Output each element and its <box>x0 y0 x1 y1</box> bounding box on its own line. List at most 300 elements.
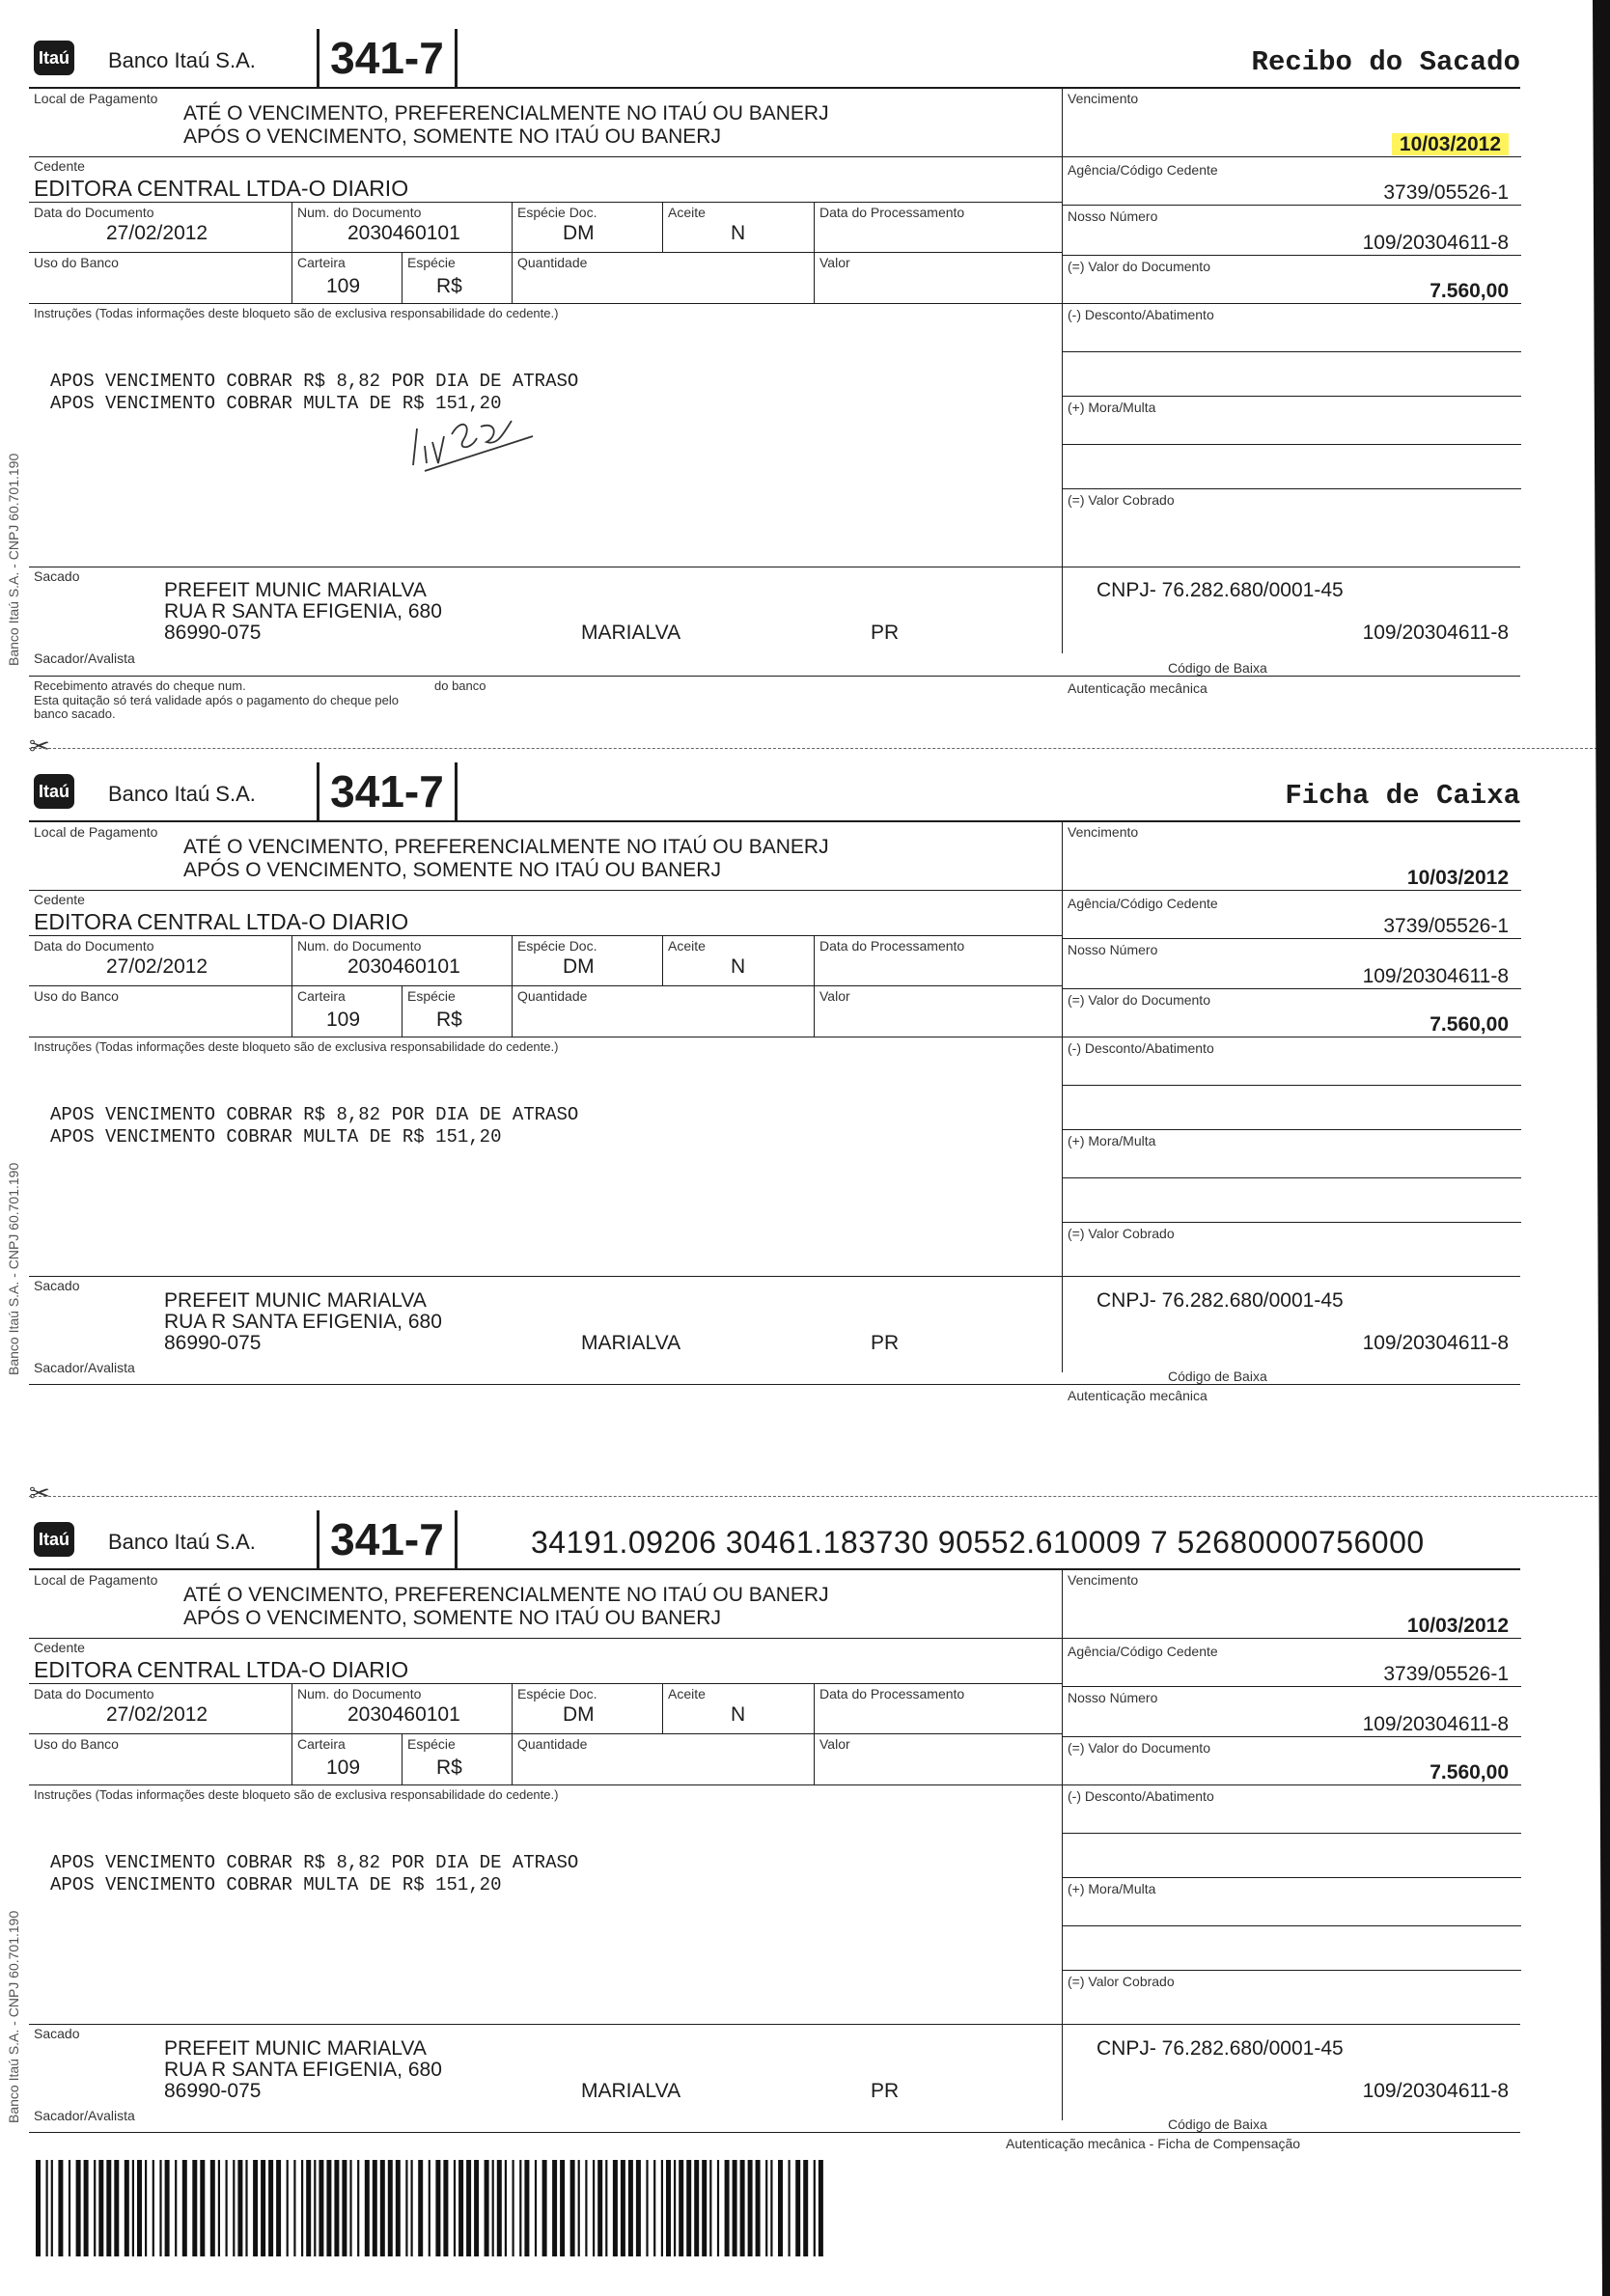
slip-header <box>29 1510 1520 1568</box>
divider <box>1063 396 1521 397</box>
instrucoes-label: Instruções (Todas informações deste bloqueto são de exclusiva responsabilidade do cedente.) <box>34 1039 559 1054</box>
especie-value: R$ <box>436 275 462 297</box>
agencia-codigo-value: 3739/05526-1 <box>1383 915 1509 937</box>
nosso-numero-value: 109/20304611-8 <box>1362 1713 1509 1735</box>
slip-title: Recibo do Sacado <box>1251 46 1520 78</box>
barcode-bar <box>380 2160 385 2256</box>
valor-label: Valor <box>819 1736 850 1752</box>
cedente-value: EDITORA CENTRAL LTDA-O DIARIO <box>34 1657 409 1682</box>
instrucoes-label: Instruções (Todas informações deste bloqueto são de exclusiva responsabilidade do cedente.) <box>34 306 559 320</box>
sacado-endereco: RUA R SANTA EFIGENIA, 680 <box>164 1311 442 1333</box>
valor-documento-label: (=) Valor do Documento <box>1068 1740 1210 1756</box>
barcode-bar <box>46 2160 48 2256</box>
sacado-uf: PR <box>871 1332 900 1354</box>
especie-doc-label: Espécie Doc. <box>517 205 597 220</box>
barcode-bar <box>789 2160 791 2256</box>
divider <box>29 676 1520 677</box>
barcode-bar <box>694 2160 699 2256</box>
slip-body <box>29 1568 1520 2157</box>
barcode-bar <box>474 2160 479 2256</box>
vencimento-label: Vencimento <box>1068 824 1139 840</box>
digitable-line: 34191.09206 30461.183730 90552.610009 7 52680000756000 <box>531 1525 1425 1560</box>
barcode-bar <box>646 2160 648 2256</box>
barcode-bar <box>679 2160 683 2256</box>
barcode-bar <box>636 2160 641 2256</box>
divider <box>1063 938 1521 939</box>
divider <box>1063 1686 1521 1687</box>
barcode-bar <box>245 2160 247 2256</box>
barcode-bar <box>674 2160 676 2256</box>
num-documento-value: 2030460101 <box>347 955 460 978</box>
barcode-bar <box>709 2160 711 2256</box>
nosso-numero-value: 109/20304611-8 <box>1362 232 1509 254</box>
codigo-baixa-label: Código de Baixa <box>1168 660 1267 676</box>
barcode-bar <box>560 2160 565 2256</box>
uso-banco-label: Uso do Banco <box>34 255 119 270</box>
bank-code: 341-7 <box>317 762 458 820</box>
barcode-bar <box>443 2160 448 2256</box>
instrucoes-label: Instruções (Todas informações deste bloqueto são de exclusiva responsabilidade do cedente.) <box>34 1787 559 1802</box>
cedente-value: EDITORA CENTRAL LTDA-O DIARIO <box>34 909 409 934</box>
bank-name: Banco Itaú S.A. <box>108 782 256 806</box>
slip-body <box>29 820 1520 1403</box>
recebimento-sacado: banco sacado. <box>34 706 116 721</box>
barcode-bar <box>666 2160 671 2256</box>
barcode-bar <box>578 2160 580 2256</box>
barcode-bar <box>621 2160 625 2256</box>
agencia-codigo-label: Agência/Código Cedente <box>1068 1644 1218 1659</box>
valor-cobrado-label: (=) Valor Cobrado <box>1068 492 1175 508</box>
barcode-bar <box>98 2160 103 2256</box>
barcode-bar <box>357 2160 359 2256</box>
barcode-bar <box>552 2160 557 2256</box>
especie-label: Espécie <box>407 255 456 270</box>
mora-multa-label: (+) Mora/Multa <box>1068 1881 1156 1896</box>
valor-documento-value: 7.560,00 <box>1430 280 1509 302</box>
barcode-bar <box>334 2160 339 2256</box>
barcode-bar <box>513 2160 514 2256</box>
divider <box>1063 1877 1521 1878</box>
barcode-bar <box>349 2160 351 2256</box>
vencimento-label: Vencimento <box>1068 1572 1139 1588</box>
desconto-label: (-) Desconto/Abatimento <box>1068 307 1214 322</box>
vencimento-label: Vencimento <box>1068 91 1139 106</box>
uso-banco-label: Uso do Banco <box>34 1736 119 1752</box>
barcode-bar <box>396 2160 401 2256</box>
cedente-label: Cedente <box>34 158 85 174</box>
divider <box>1063 1638 1521 1639</box>
scissors-icon: ✂ <box>29 732 50 761</box>
barcode-bar <box>492 2160 494 2256</box>
itau-logo-icon: Itaú <box>34 1522 74 1557</box>
divider <box>29 985 1062 986</box>
barcode-bar <box>435 2160 440 2256</box>
sacado-cnpj: CNPJ- 76.282.680/0001-45 <box>1096 2037 1344 2060</box>
desconto-label: (-) Desconto/Abatimento <box>1068 1040 1214 1056</box>
recebimento-banco: do banco <box>434 678 486 693</box>
sacado-label: Sacado <box>34 2026 80 2041</box>
barcode-bar <box>153 2160 154 2256</box>
barcode-bar <box>770 2160 772 2256</box>
divider <box>1063 890 1521 891</box>
barcode-bar <box>814 2160 816 2256</box>
mora-multa-label: (+) Mora/Multa <box>1068 1133 1156 1148</box>
agencia-codigo-label: Agência/Código Cedente <box>1068 896 1218 911</box>
barcode-bar <box>819 2160 823 2256</box>
barcode-bar <box>803 2160 808 2256</box>
especie-value: R$ <box>436 1009 462 1031</box>
barcode-bar <box>114 2160 119 2256</box>
autenticacao-label: Autenticação mecânica <box>1068 680 1208 696</box>
bank-name: Banco Itaú S.A. <box>108 48 256 72</box>
especie-label: Espécie <box>407 1736 456 1752</box>
barcode-bar <box>253 2160 258 2256</box>
aceite-value: N <box>731 1703 746 1726</box>
bank-code: 341-7 <box>317 1510 458 1568</box>
nosso-numero-label: Nosso Número <box>1068 208 1158 224</box>
data-processamento-label: Data do Processamento <box>819 938 965 954</box>
vencimento-value: 10/03/2012 <box>1406 867 1509 889</box>
barcode-bar <box>76 2160 81 2256</box>
slip-header <box>29 29 1520 87</box>
instrucao-line2: APOS VENCIMENTO COBRAR MULTA DE R$ 151,20 <box>50 1126 502 1148</box>
data-processamento-label: Data do Processamento <box>819 205 965 220</box>
barcode-bar <box>293 2160 295 2256</box>
num-documento-value: 2030460101 <box>347 222 460 244</box>
slip-header <box>29 762 1520 820</box>
sacado-cnpj: CNPJ- 76.282.680/0001-45 <box>1096 1289 1344 1312</box>
recebimento-validade: Esta quitação só terá validade após o pagamento do cheque pelo <box>34 693 399 707</box>
barcode-bar <box>519 2160 521 2256</box>
divider <box>29 2024 1520 2025</box>
barcode-bar <box>756 2160 761 2256</box>
autenticacao-compensacao-label: Autenticação mecânica - Ficha de Compensação <box>1006 2136 1301 2151</box>
barcode-bar <box>36 2160 41 2256</box>
agencia-codigo-value: 3739/05526-1 <box>1383 1663 1509 1685</box>
divider <box>662 935 663 985</box>
local-pagamento-label: Local de Pagamento <box>34 824 158 840</box>
barcode-bar <box>733 2160 737 2256</box>
barcode-bar <box>218 2160 220 2256</box>
barcode-bar <box>226 2160 228 2256</box>
barcode-bar <box>84 2160 89 2256</box>
valor-documento-value: 7.560,00 <box>1430 1013 1509 1036</box>
sacado-cnpj: CNPJ- 76.282.680/0001-45 <box>1096 579 1344 601</box>
aceite-label: Aceite <box>668 1686 706 1701</box>
divider <box>662 202 663 252</box>
bank-name: Banco Itaú S.A. <box>108 1530 256 1554</box>
data-documento-label: Data do Documento <box>34 938 154 954</box>
barcode-bar <box>365 2160 370 2256</box>
num-documento-value: 2030460101 <box>347 1703 460 1726</box>
data-processamento-label: Data do Processamento <box>819 1686 965 1701</box>
slip-body <box>29 87 1520 721</box>
divider <box>662 1683 663 1733</box>
scan-edge <box>1589 0 1610 2296</box>
divider <box>1063 303 1521 304</box>
recebimento-text: Recebimento através do cheque num. <box>34 678 246 693</box>
barcode-bar <box>287 2160 289 2256</box>
num-documento-label: Num. do Documento <box>297 1686 422 1701</box>
barcode-bar <box>342 2160 347 2256</box>
divider <box>1063 1784 1521 1785</box>
barcode-bar <box>717 2160 719 2256</box>
aceite-value: N <box>731 955 746 978</box>
nosso-numero-value: 109/20304611-8 <box>1362 965 1509 987</box>
barcode-bar <box>94 2160 96 2256</box>
sacado-uf: PR <box>871 622 900 644</box>
divider <box>29 890 1062 891</box>
divider <box>1063 1925 1521 1926</box>
carteira-value: 109 <box>326 275 361 297</box>
divider <box>1063 1222 1521 1223</box>
barcode-bar <box>125 2160 129 2256</box>
barcode-bar <box>192 2160 197 2256</box>
barcode-bar <box>237 2160 242 2256</box>
divider <box>29 156 1062 157</box>
itau-logo-icon: Itaú <box>34 41 74 75</box>
uso-banco-label: Uso do Banco <box>34 988 119 1004</box>
barcode-bar <box>301 2160 303 2256</box>
carteira-label: Carteira <box>297 1736 346 1752</box>
barcode-bar <box>458 2160 463 2256</box>
barcode-bar <box>593 2160 595 2256</box>
aceite-label: Aceite <box>668 205 706 220</box>
divider <box>29 202 1062 203</box>
num-documento-label: Num. do Documento <box>297 938 422 954</box>
vencimento-value: 10/03/2012 <box>1406 1615 1509 1637</box>
especie-label: Espécie <box>407 988 456 1004</box>
divider <box>29 1638 1062 1639</box>
instrucao-line2: APOS VENCIMENTO COBRAR MULTA DE R$ 151,20 <box>50 393 502 414</box>
sacado-cep: 86990-075 <box>164 622 262 644</box>
sacado-cidade: MARIALVA <box>581 2080 681 2102</box>
sacado-label: Sacado <box>34 1278 80 1293</box>
slip-title: Ficha de Caixa <box>1285 780 1520 812</box>
barcode-bar <box>233 2160 235 2256</box>
codigo-baixa-label: Código de Baixa <box>1168 1369 1267 1384</box>
barcode-bar <box>497 2160 502 2256</box>
barcode-bar <box>686 2160 691 2256</box>
codigo-baixa-value: 109/20304611-8 <box>1362 2080 1509 2102</box>
bank-code: 341-7 <box>317 29 458 87</box>
barcode-bar <box>106 2160 111 2256</box>
instrucao-line2: APOS VENCIMENTO COBRAR MULTA DE R$ 151,20 <box>50 1874 502 1895</box>
barcode <box>34 2160 825 2256</box>
local-pagamento-line1: ATÉ O VENCIMENTO, PREFERENCIALMENTE NO ITAÚ OU BANERJ <box>183 102 829 124</box>
barcode-bar <box>661 2160 663 2256</box>
barcode-bar <box>182 2160 187 2256</box>
divider <box>1063 988 1521 989</box>
barcode-bar <box>505 2160 507 2256</box>
mora-multa-label: (+) Mora/Multa <box>1068 400 1156 415</box>
divider <box>29 935 1062 936</box>
sacado-endereco: RUA R SANTA EFIGENIA, 680 <box>164 2059 442 2081</box>
cut-line <box>29 748 1597 749</box>
codigo-baixa-value: 109/20304611-8 <box>1362 1332 1509 1354</box>
barcode-bar <box>653 2160 655 2256</box>
valor-label: Valor <box>819 988 850 1004</box>
sacador-label: Sacador/Avalista <box>34 2108 135 2123</box>
divider <box>1063 1177 1521 1178</box>
cedente-value: EDITORA CENTRAL LTDA-O DIARIO <box>34 176 409 201</box>
sacado-uf: PR <box>871 2080 900 2102</box>
barcode-bar <box>319 2160 323 2256</box>
valor-label: Valor <box>819 255 850 270</box>
barcode-bar <box>306 2160 311 2256</box>
barcode-bar <box>58 2160 63 2256</box>
barcode-bar <box>778 2160 783 2256</box>
barcode-bar <box>597 2160 602 2256</box>
local-pagamento-line1: ATÉ O VENCIMENTO, PREFERENCIALMENTE NO ITAÚ OU BANERJ <box>183 836 829 858</box>
sacado-endereco: RUA R SANTA EFIGENIA, 680 <box>164 600 442 622</box>
barcode-bar <box>69 2160 70 2256</box>
barcode-bar <box>159 2160 161 2256</box>
barcode-bar <box>261 2160 265 2256</box>
barcode-bar <box>740 2160 745 2256</box>
valor-documento-label: (=) Valor do Documento <box>1068 992 1210 1008</box>
barcode-bar <box>200 2160 205 2256</box>
data-documento-value: 27/02/2012 <box>106 1703 208 1726</box>
barcode-bar <box>765 2160 767 2256</box>
barcode-bar <box>405 2160 407 2256</box>
slip-ficha-compensacao <box>6 1510 1520 2157</box>
sacado-nome: PREFEIT MUNIC MARIALVA <box>164 2037 427 2060</box>
divider <box>29 1733 1062 1734</box>
divider <box>1063 1833 1521 1834</box>
autenticacao-label: Autenticação mecânica <box>1068 1388 1208 1403</box>
barcode-bar <box>725 2160 730 2256</box>
nosso-numero-label: Nosso Número <box>1068 1690 1158 1705</box>
sacador-label: Sacador/Avalista <box>34 650 135 666</box>
carteira-value: 109 <box>326 1009 361 1031</box>
nosso-numero-label: Nosso Número <box>1068 942 1158 957</box>
agencia-codigo-value: 3739/05526-1 <box>1383 181 1509 204</box>
especie-doc-value: DM <box>563 222 595 244</box>
barcode-bar <box>429 2160 430 2256</box>
divider <box>29 252 1062 253</box>
barcode-bar <box>51 2160 53 2256</box>
barcode-bar <box>132 2160 134 2256</box>
local-pagamento-line1: ATÉ O VENCIMENTO, PREFERENCIALMENTE NO ITAÚ OU BANERJ <box>183 1584 829 1606</box>
desconto-label: (-) Desconto/Abatimento <box>1068 1788 1214 1804</box>
barcode-bar <box>535 2160 537 2256</box>
data-documento-label: Data do Documento <box>34 205 154 220</box>
codigo-baixa-label: Código de Baixa <box>1168 2116 1267 2132</box>
valor-cobrado-label: (=) Valor Cobrado <box>1068 1974 1175 1989</box>
local-pagamento-line2: APÓS O VENCIMENTO, SOMENTE NO ITAÚ OU BANERJ <box>183 859 721 881</box>
slip-recibo-sacado <box>6 29 1520 721</box>
quantidade-label: Quantidade <box>517 988 588 1004</box>
barcode-bar <box>524 2160 529 2256</box>
sacado-nome: PREFEIT MUNIC MARIALVA <box>164 1289 427 1312</box>
sacado-cidade: MARIALVA <box>581 1332 681 1354</box>
sacador-label: Sacador/Avalista <box>34 1360 135 1375</box>
barcode-bar <box>702 2160 707 2256</box>
divider <box>1063 1085 1521 1086</box>
barcode-bar <box>268 2160 273 2256</box>
valor-cobrado-label: (=) Valor Cobrado <box>1068 1226 1175 1241</box>
carteira-value: 109 <box>326 1757 361 1779</box>
side-bank-text: Banco Itaú S.A. - CNPJ 60.701.190 <box>6 1910 21 2123</box>
barcode-bar <box>613 2160 618 2256</box>
barcode-bar <box>326 2160 331 2256</box>
divider <box>1063 1736 1521 1737</box>
barcode-bar <box>748 2160 753 2256</box>
codigo-baixa-value: 109/20304611-8 <box>1362 622 1509 644</box>
data-documento-value: 27/02/2012 <box>106 955 208 978</box>
instrucao-line1: APOS VENCIMENTO COBRAR R$ 8,82 POR DIA DE ATRASO <box>50 1852 579 1873</box>
slip-ficha-caixa <box>6 762 1520 1404</box>
aceite-label: Aceite <box>668 938 706 954</box>
barcode-bar <box>411 2160 413 2256</box>
especie-value: R$ <box>436 1757 462 1779</box>
aceite-value: N <box>731 222 746 244</box>
valor-documento-label: (=) Valor do Documento <box>1068 259 1210 274</box>
handwritten-signature <box>405 407 541 475</box>
barcode-bar <box>795 2160 800 2256</box>
barcode-bar <box>585 2160 587 2256</box>
cut-line <box>29 1496 1597 1497</box>
barcode-bar <box>628 2160 633 2256</box>
valor-documento-value: 7.560,00 <box>1430 1761 1509 1784</box>
sacado-label: Sacado <box>34 568 80 584</box>
sacado-cep: 86990-075 <box>164 2080 262 2102</box>
barcode-bar <box>210 2160 215 2256</box>
divider <box>29 1784 1062 1785</box>
barcode-bar <box>466 2160 471 2256</box>
data-documento-label: Data do Documento <box>34 1686 154 1701</box>
barcode-bar <box>373 2160 377 2256</box>
especie-doc-label: Espécie Doc. <box>517 938 597 954</box>
barcode-bar <box>485 2160 489 2256</box>
divider <box>29 1384 1520 1385</box>
divider <box>1063 1970 1521 1971</box>
carteira-label: Carteira <box>297 988 346 1004</box>
divider <box>29 1276 1520 1277</box>
vencimento-value <box>1392 133 1509 156</box>
scissors-icon: ✂ <box>29 1479 50 1508</box>
divider <box>29 303 1062 304</box>
side-bank-text: Banco Itaú S.A. - CNPJ 60.701.190 <box>6 453 21 666</box>
quantidade-label: Quantidade <box>517 255 588 270</box>
especie-doc-value: DM <box>563 1703 595 1726</box>
barcode-bar <box>165 2160 170 2256</box>
local-pagamento-line2: APÓS O VENCIMENTO, SOMENTE NO ITAÚ OU BANERJ <box>183 125 721 148</box>
especie-doc-label: Espécie Doc. <box>517 1686 597 1701</box>
barcode-bar <box>418 2160 423 2256</box>
barcode-bar <box>570 2160 575 2256</box>
cedente-label: Cedente <box>34 892 85 907</box>
barcode-bar <box>542 2160 547 2256</box>
barcode-bar <box>175 2160 177 2256</box>
barcode-bar <box>388 2160 393 2256</box>
side-bank-text: Banco Itaú S.A. - CNPJ 60.701.190 <box>6 1162 21 1375</box>
instrucao-line1: APOS VENCIMENTO COBRAR R$ 8,82 POR DIA DE ATRASO <box>50 1104 579 1125</box>
divider <box>1063 488 1521 489</box>
instrucao-line1: APOS VENCIMENTO COBRAR R$ 8,82 POR DIA DE ATRASO <box>50 371 579 392</box>
local-pagamento-label: Local de Pagamento <box>34 1572 158 1588</box>
sacado-nome: PREFEIT MUNIC MARIALVA <box>164 579 427 601</box>
cedente-label: Cedente <box>34 1640 85 1655</box>
sacado-cep: 86990-075 <box>164 1332 262 1354</box>
vencimento-highlight: 10/03/2012 <box>1392 133 1509 155</box>
local-pagamento-label: Local de Pagamento <box>34 91 158 106</box>
sacado-cidade: MARIALVA <box>581 622 681 644</box>
barcode-bar <box>454 2160 456 2256</box>
data-documento-value: 27/02/2012 <box>106 222 208 244</box>
divider <box>1063 205 1521 206</box>
